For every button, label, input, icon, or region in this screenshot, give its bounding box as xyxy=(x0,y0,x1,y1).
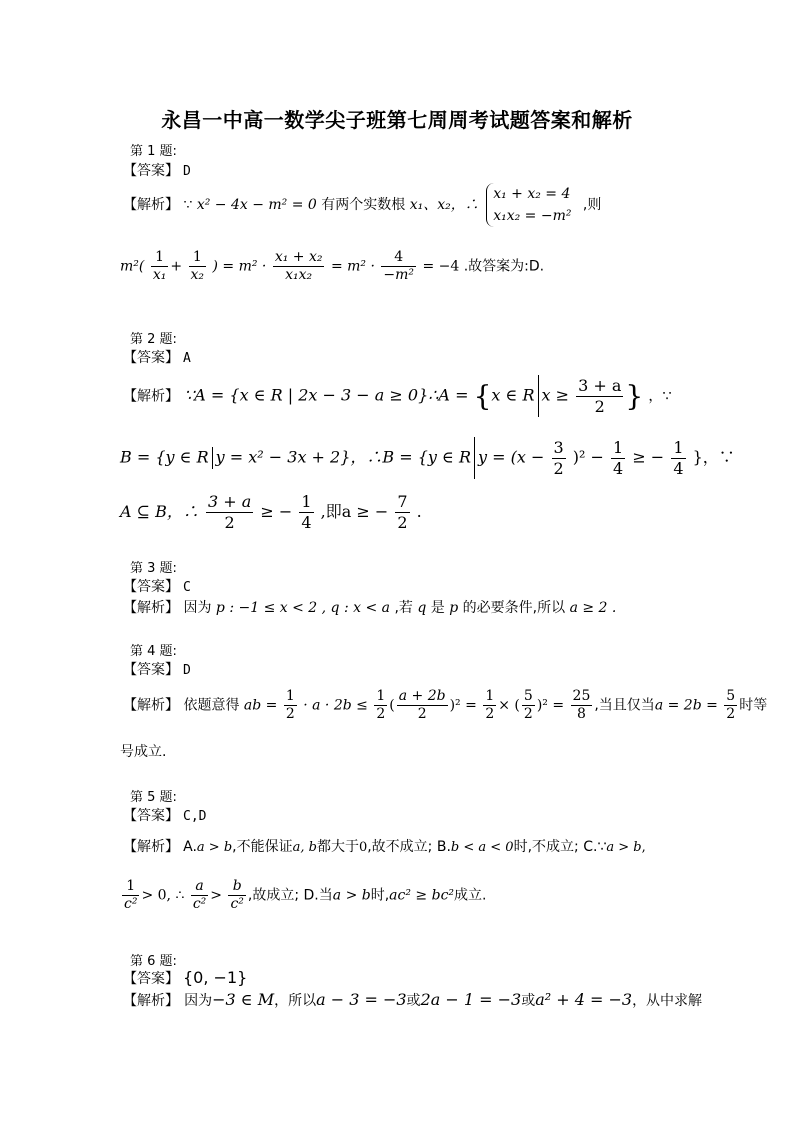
analysis-line: B = {y ∈ R y = x² − 3x + 2}，∴B = {y ∈ R y = (x − $\frac{3}{2}$ )² − $\frac{1}{4}$ ≥ − $\frac{1}{4}$ }，∵ xyxy=(120,437,735,478)
analysis-line: 【解析】 依题意得 ab = $\frac{1}{2}$ · a · 2b ≤ $\frac{1}{2}$ ( $\frac{a + 2b}{2}$ )² = $\frac{1}{2}$ × ( $\frac{5}{2}$ )² = $\frac{25}{8}$ ,当且仅当a = 2b = $\frac{5}{2}$ 时等 xyxy=(123,688,768,722)
fraction: $\frac{1}{\text{x₂}}$ xyxy=(190,249,205,283)
text: ,则 xyxy=(582,197,602,213)
analysis-tag: 【解析】 xyxy=(123,600,179,616)
fraction: $\frac{5}{2}$ xyxy=(726,688,736,722)
answer-line xyxy=(123,576,191,596)
equation-system: x₁ + x₂ = 4 x₁x₂ = −m² xyxy=(486,183,575,227)
analysis-line: A ⊆ B，∴ $\frac{3 + a}{2}$ ≥ − $\frac{1}{4}$ ,即a ≥ − $\frac{7}{2}$ . xyxy=(120,492,422,532)
fraction: $\frac{a + 2b}{2}$ xyxy=(398,688,446,722)
fraction: $\frac{1}{\text{x₁}}$ xyxy=(152,249,167,283)
answer-tag: 【答案】 xyxy=(123,163,179,179)
question-number: 第 1 题: xyxy=(130,144,177,159)
analysis-line: 号成立. xyxy=(120,744,167,760)
question-number: 第 2 题: xyxy=(130,332,177,347)
fraction: $\frac{3}{2}$ xyxy=(553,437,564,478)
math: ∵ xyxy=(183,197,193,213)
answer-line xyxy=(123,968,247,988)
analysis-line: 【解析】 A.a > b,不能保证a, b都大于0,故不成立; B.b < a < 0时,不成立; C.∵a > b, xyxy=(123,839,646,855)
analysis-line: m²( $\frac{1}{\text{x₁}}$ + $\frac{1}{\text{x₂}}$ ) = m² · $\frac{\text{x₁ + x₂}}{\text{x₁x₂}}$ = m² · $\frac{4}{\text{−m²}}$ = −4 .故答案为:D. xyxy=(120,249,545,283)
fraction: $\frac{7}{2}$ xyxy=(397,492,408,532)
answer-tag: 【答案】 xyxy=(123,808,179,824)
math: x² − 4x − m² = 0 xyxy=(196,197,317,213)
analysis-tag: 【解析】 xyxy=(123,197,179,213)
answer-tag: 【答案】 xyxy=(123,662,179,678)
analysis-tag: 【解析】 xyxy=(123,697,179,714)
fraction: $\frac{1}{\text{c²}}$ xyxy=(124,878,138,912)
question-number: 第 4 题: xyxy=(130,644,177,659)
answer-tag: 【答案】 xyxy=(123,350,179,366)
fraction: $\frac{1}{2}$ xyxy=(376,688,386,722)
answer-value: D xyxy=(183,663,191,678)
math: x₁、x₂，∴ xyxy=(409,197,479,213)
analysis-line: 【解析】 因为−3 ∈ M，所以a − 3 = −3或2a − 1 = −3或a² + 4 = −3，从中求解 xyxy=(123,990,703,1009)
fraction: $\frac{1}{2}$ xyxy=(285,688,295,722)
answer-tag: 【答案】 xyxy=(123,579,179,595)
question-number: 第 6 题: xyxy=(130,954,177,969)
answer-value: A xyxy=(183,351,191,366)
page-title: 永昌一中高一数学尖子班第七周周考试题答案和解析 xyxy=(161,108,633,132)
analysis-line xyxy=(123,183,601,227)
fraction: $\frac{3 + a}{2}$ xyxy=(578,375,622,416)
answer-tag: 【答案】 xyxy=(123,971,179,987)
text: 有两个实数根 xyxy=(321,197,406,213)
fraction: $\frac{25}{8}$ xyxy=(572,688,591,722)
answer-value: D xyxy=(183,164,191,179)
fraction: $\frac{5}{2}$ xyxy=(523,688,533,722)
fraction: $\frac{1}{4}$ xyxy=(673,437,684,478)
fraction: $\frac{\text{x₁ + x₂}}{\text{x₁x₂}}$ xyxy=(274,249,323,283)
fraction: $\frac{1}{2}$ xyxy=(485,688,495,722)
fraction: $\frac{b}{\text{c²}}$ xyxy=(230,878,244,912)
analysis-tag: 【解析】 xyxy=(123,993,179,1009)
fraction: $\frac{1}{4}$ xyxy=(301,492,312,532)
answer-value: C xyxy=(183,580,191,595)
analysis-tag: 【解析】 xyxy=(123,839,179,855)
fraction: $\frac{3 + a}{2}$ xyxy=(208,492,252,532)
analysis-line: 【解析】 ∵A = {x ∈ R | 2x − 3 − a ≥ 0}∴A = {x ∈ R x ≥ $\frac{3 + a}{2}$ } ，∵ xyxy=(123,375,672,416)
analysis-tag: 【解析】 xyxy=(123,388,179,405)
analysis-line: 【解析】 因为 p : −1 ≤ x < 2 , q : x < a ,若 q 是 p 的必要条件,所以 a ≥ 2 . xyxy=(123,600,617,616)
fraction: $\frac{a}{\text{c²}}$ xyxy=(192,878,207,912)
question-number: 第 3 题: xyxy=(130,561,177,576)
answer-line xyxy=(123,347,191,367)
answer-value: C,D xyxy=(183,809,207,824)
answer-line xyxy=(123,659,191,679)
question-number: 第 5 题: xyxy=(130,790,177,805)
answer-line xyxy=(123,805,206,825)
fraction: $\frac{1}{4}$ xyxy=(613,437,624,478)
answer-value: {0, −1} xyxy=(183,968,248,987)
analysis-line: $\frac{1}{\text{c²}}$ > 0, ∴ $\frac{a}{\text{c²}}$ > $\frac{b}{\text{c²}}$ ,故成立; D.当a > b时,ac² ≥ bc²成立. xyxy=(124,878,487,912)
answer-line xyxy=(123,160,191,180)
fraction: $\frac{4}{\text{−m²}}$ xyxy=(383,249,414,283)
